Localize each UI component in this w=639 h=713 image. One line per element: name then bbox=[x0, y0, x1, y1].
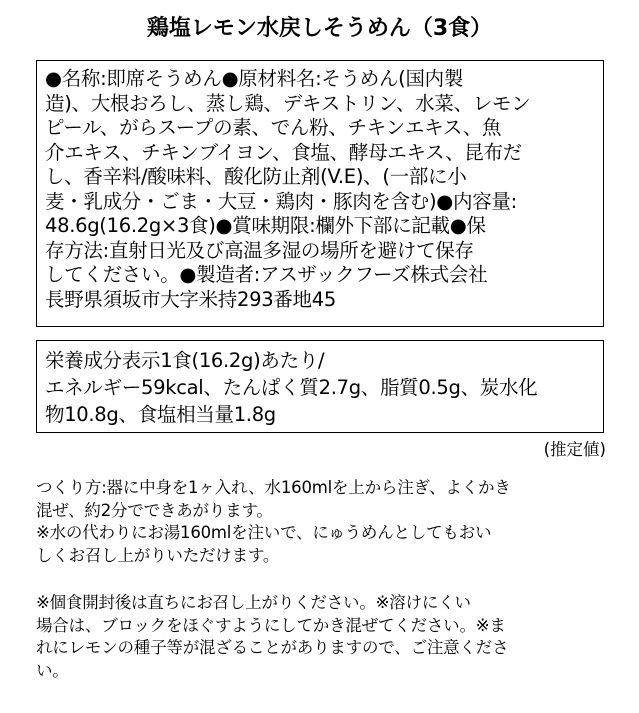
preparation-line: 混ぜ、約2分でできあがります。 bbox=[36, 500, 273, 520]
label-info-box bbox=[36, 60, 604, 327]
estimate-note: (推定値) bbox=[543, 440, 606, 459]
label-info-line: し、香辛料/酸味料、酸化防止剤(V.E)、(一部に小 bbox=[45, 165, 467, 188]
label-info-line: 48.6g(16.2g×3食)●賞味期限:欄外下部に記載●保 bbox=[45, 214, 486, 237]
preparation-line: ※水の代わりにお湯160mlを注いで、にゅうめんとしてもおい bbox=[36, 523, 492, 542]
nutrition-line: エネルギー59kcal、たんぱく質2.7g、脂質0.5g、炭水化 bbox=[45, 376, 538, 399]
caution-line: 場合は、ブロックをほぐすようにしてかき混ぜてください。※ま bbox=[36, 615, 506, 635]
nutrition-facts-box bbox=[36, 340, 604, 433]
preparation-instructions bbox=[36, 477, 616, 567]
product-title: 鶏塩レモン水戻しそうめん（3食） bbox=[146, 16, 493, 41]
label-info-line: ●名称:即席そうめん●原材料名:そうめん(国内製 bbox=[45, 67, 464, 90]
nutrition-line: 栄養成分表示1食(16.2g)あたり/ bbox=[45, 349, 325, 372]
caution-notes bbox=[36, 592, 616, 682]
label-info-line: ピール、がらスープの素、でん粉、チキンエキス、魚 bbox=[45, 116, 502, 139]
label-info-line: 造)、大根おろし、蒸し鶏、デキストリン、水菜、レモン bbox=[45, 91, 531, 115]
caution-line: い。 bbox=[36, 660, 69, 680]
label-info-line: 介エキス、チキンブイヨン、食塩、酵母エキス、昆布だ bbox=[45, 140, 522, 164]
preparation-line: しくお召し上がりいただけます。 bbox=[36, 545, 280, 565]
preparation-line: つくり方:器に中身を1ヶ入れ、水160mlを上から注ぎ、よくかき bbox=[36, 478, 511, 497]
nutrition-line: 物10.8g、食塩相当量1.8g bbox=[45, 403, 276, 426]
caution-line: れにレモンの種子等が混ざることがありますので、ご注意くださ bbox=[36, 638, 509, 657]
label-info-line: 長野県須坂市大字米持293番地45 bbox=[45, 287, 336, 311]
label-info-line: 存方法:直射日光及び高温多湿の場所を避けて保存 bbox=[45, 238, 474, 262]
label-info-line: してください。●製造者:アスザックフーズ株式会社 bbox=[45, 263, 488, 286]
label-info-line: 麦・乳成分・ごま・大豆・鶏肉・豚肉を含む)●内容量: bbox=[45, 189, 517, 213]
caution-line: ※個食開封後は直ちにお召し上がりください。※溶けにくい bbox=[36, 593, 471, 612]
